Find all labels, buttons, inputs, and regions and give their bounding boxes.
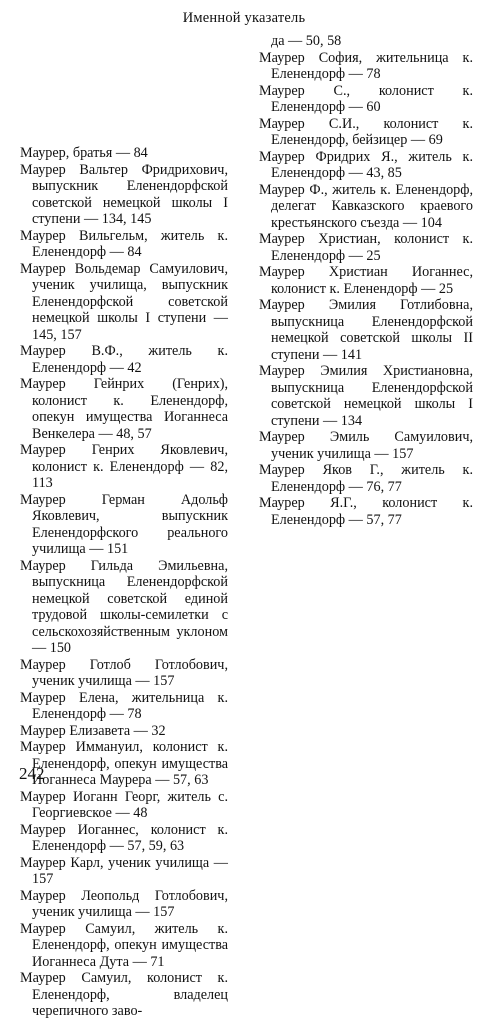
index-entry: Маурер Иммануил, колонист к. Еленендорф, опекун имущества Иоганнеса Маурера — 57, 63 <box>20 739 228 788</box>
index-entry: Маурер Гейнрих (Генрих), колонист к. Еленендорф, опекун имущества Иоганнеса Венкелера — 48, 57 <box>20 376 228 442</box>
index-entry-continuation: да — 50, 58 <box>271 33 342 49</box>
index-entry: Маурер С.И., колонист к. Еленендорф, бейзицер — 69 <box>259 115 473 148</box>
index-entry: Маурер Карл, ученик училища — 157 <box>20 854 228 887</box>
index-entry: Маурер Я.Г., колонист к. Еленендорф — 57, 77 <box>259 495 473 528</box>
running-title: Именной указатель <box>182 10 306 26</box>
index-entry: Маурер Вольдемар Самуилович, ученик училища, выпускник Еленендорфской советской немецкой школы I ступени — 145, 157 <box>20 260 228 343</box>
index-entry: Маурер Яков Г., житель к. Еленендорф — 76, 77 <box>259 462 473 495</box>
index-entry: Маурер Елена, жительница к. Еленендорф — 78 <box>20 689 228 722</box>
index-entry: Маурер Гильда Эмильевна, выпускница Еленендорфской немецкой советской единой трудовой школы-семилетки с сельскохозяйственным уклоном — 150 <box>20 557 228 656</box>
index-column-left <box>20 145 228 1020</box>
page-number: 242 <box>19 764 45 783</box>
index-column-right <box>259 33 473 528</box>
index-entry: Маурер Самуил, колонист к. Еленендорф, владелец черепичного заво- <box>20 970 228 1019</box>
index-entry: Маурер Вальтер Фридрихович, выпускник Еленендорфской советской немецкой школы I ступени — 134, 145 <box>20 161 228 227</box>
index-entry: Маурер Леопольд Готлобович, ученик училища — 157 <box>20 887 228 920</box>
index-entry: Маурер Иоганн Георг, житель с. Георгиевское — 48 <box>20 788 228 821</box>
index-entry: Маурер Вильгельм, житель к. Еленендорф — 84 <box>20 227 228 260</box>
index-entry: Маурер Эмиль Самуилович, ученик училища — 157 <box>259 429 473 462</box>
index-entry: Маурер, братья — 84 <box>20 145 148 161</box>
index-entry: Маурер Фридрих Я., житель к. Еленендорф — 43, 85 <box>259 148 473 181</box>
index-entry: Маурер С., колонист к. Еленендорф — 60 <box>259 82 473 115</box>
index-entry: Маурер Христиан, колонист к. Еленендорф — 25 <box>259 231 473 264</box>
index-entry: Маурер В.Ф., житель к. Еленендорф — 42 <box>20 343 228 376</box>
index-entry: Маурер Эмилия Христиановна, выпускница Еленендорфской советской немецкой школы I ступени — 134 <box>259 363 473 429</box>
index-entry: Маурер Герман Адольф Яковлевич, выпускник Еленендорфского реального училища — 151 <box>20 491 228 557</box>
index-entry: Маурер Самуил, житель к. Еленендорф, опекун имущества Иоганнеса Дута — 71 <box>20 920 228 970</box>
index-entry: Маурер Ф., житель к. Еленендорф, делегат Кавказского краевого крестьянского съезда — 104 <box>259 181 473 231</box>
index-entry: Маурер Елизавета — 32 <box>20 722 166 739</box>
index-entry: Маурер Христиан Иоганнес, колонист к. Еленендорф — 25 <box>259 264 473 297</box>
index-entry: Маурер Эмилия Готлибовна, выпускница Еленендорфской немецкой советской школы II ступени — 141 <box>259 297 473 363</box>
index-entry: Маурер Иоганнес, колонист к. Еленендорф — 57, 59, 63 <box>20 821 228 854</box>
index-entry: Маурер Генрих Яковлевич, колонист к. Еленендорф — 82, 113 <box>20 442 228 491</box>
index-entry: Маурер София, жительница к. Еленендорф — 78 <box>259 49 473 82</box>
index-entry: Маурер Готлоб Готлобович, ученик училища — 157 <box>20 656 228 689</box>
